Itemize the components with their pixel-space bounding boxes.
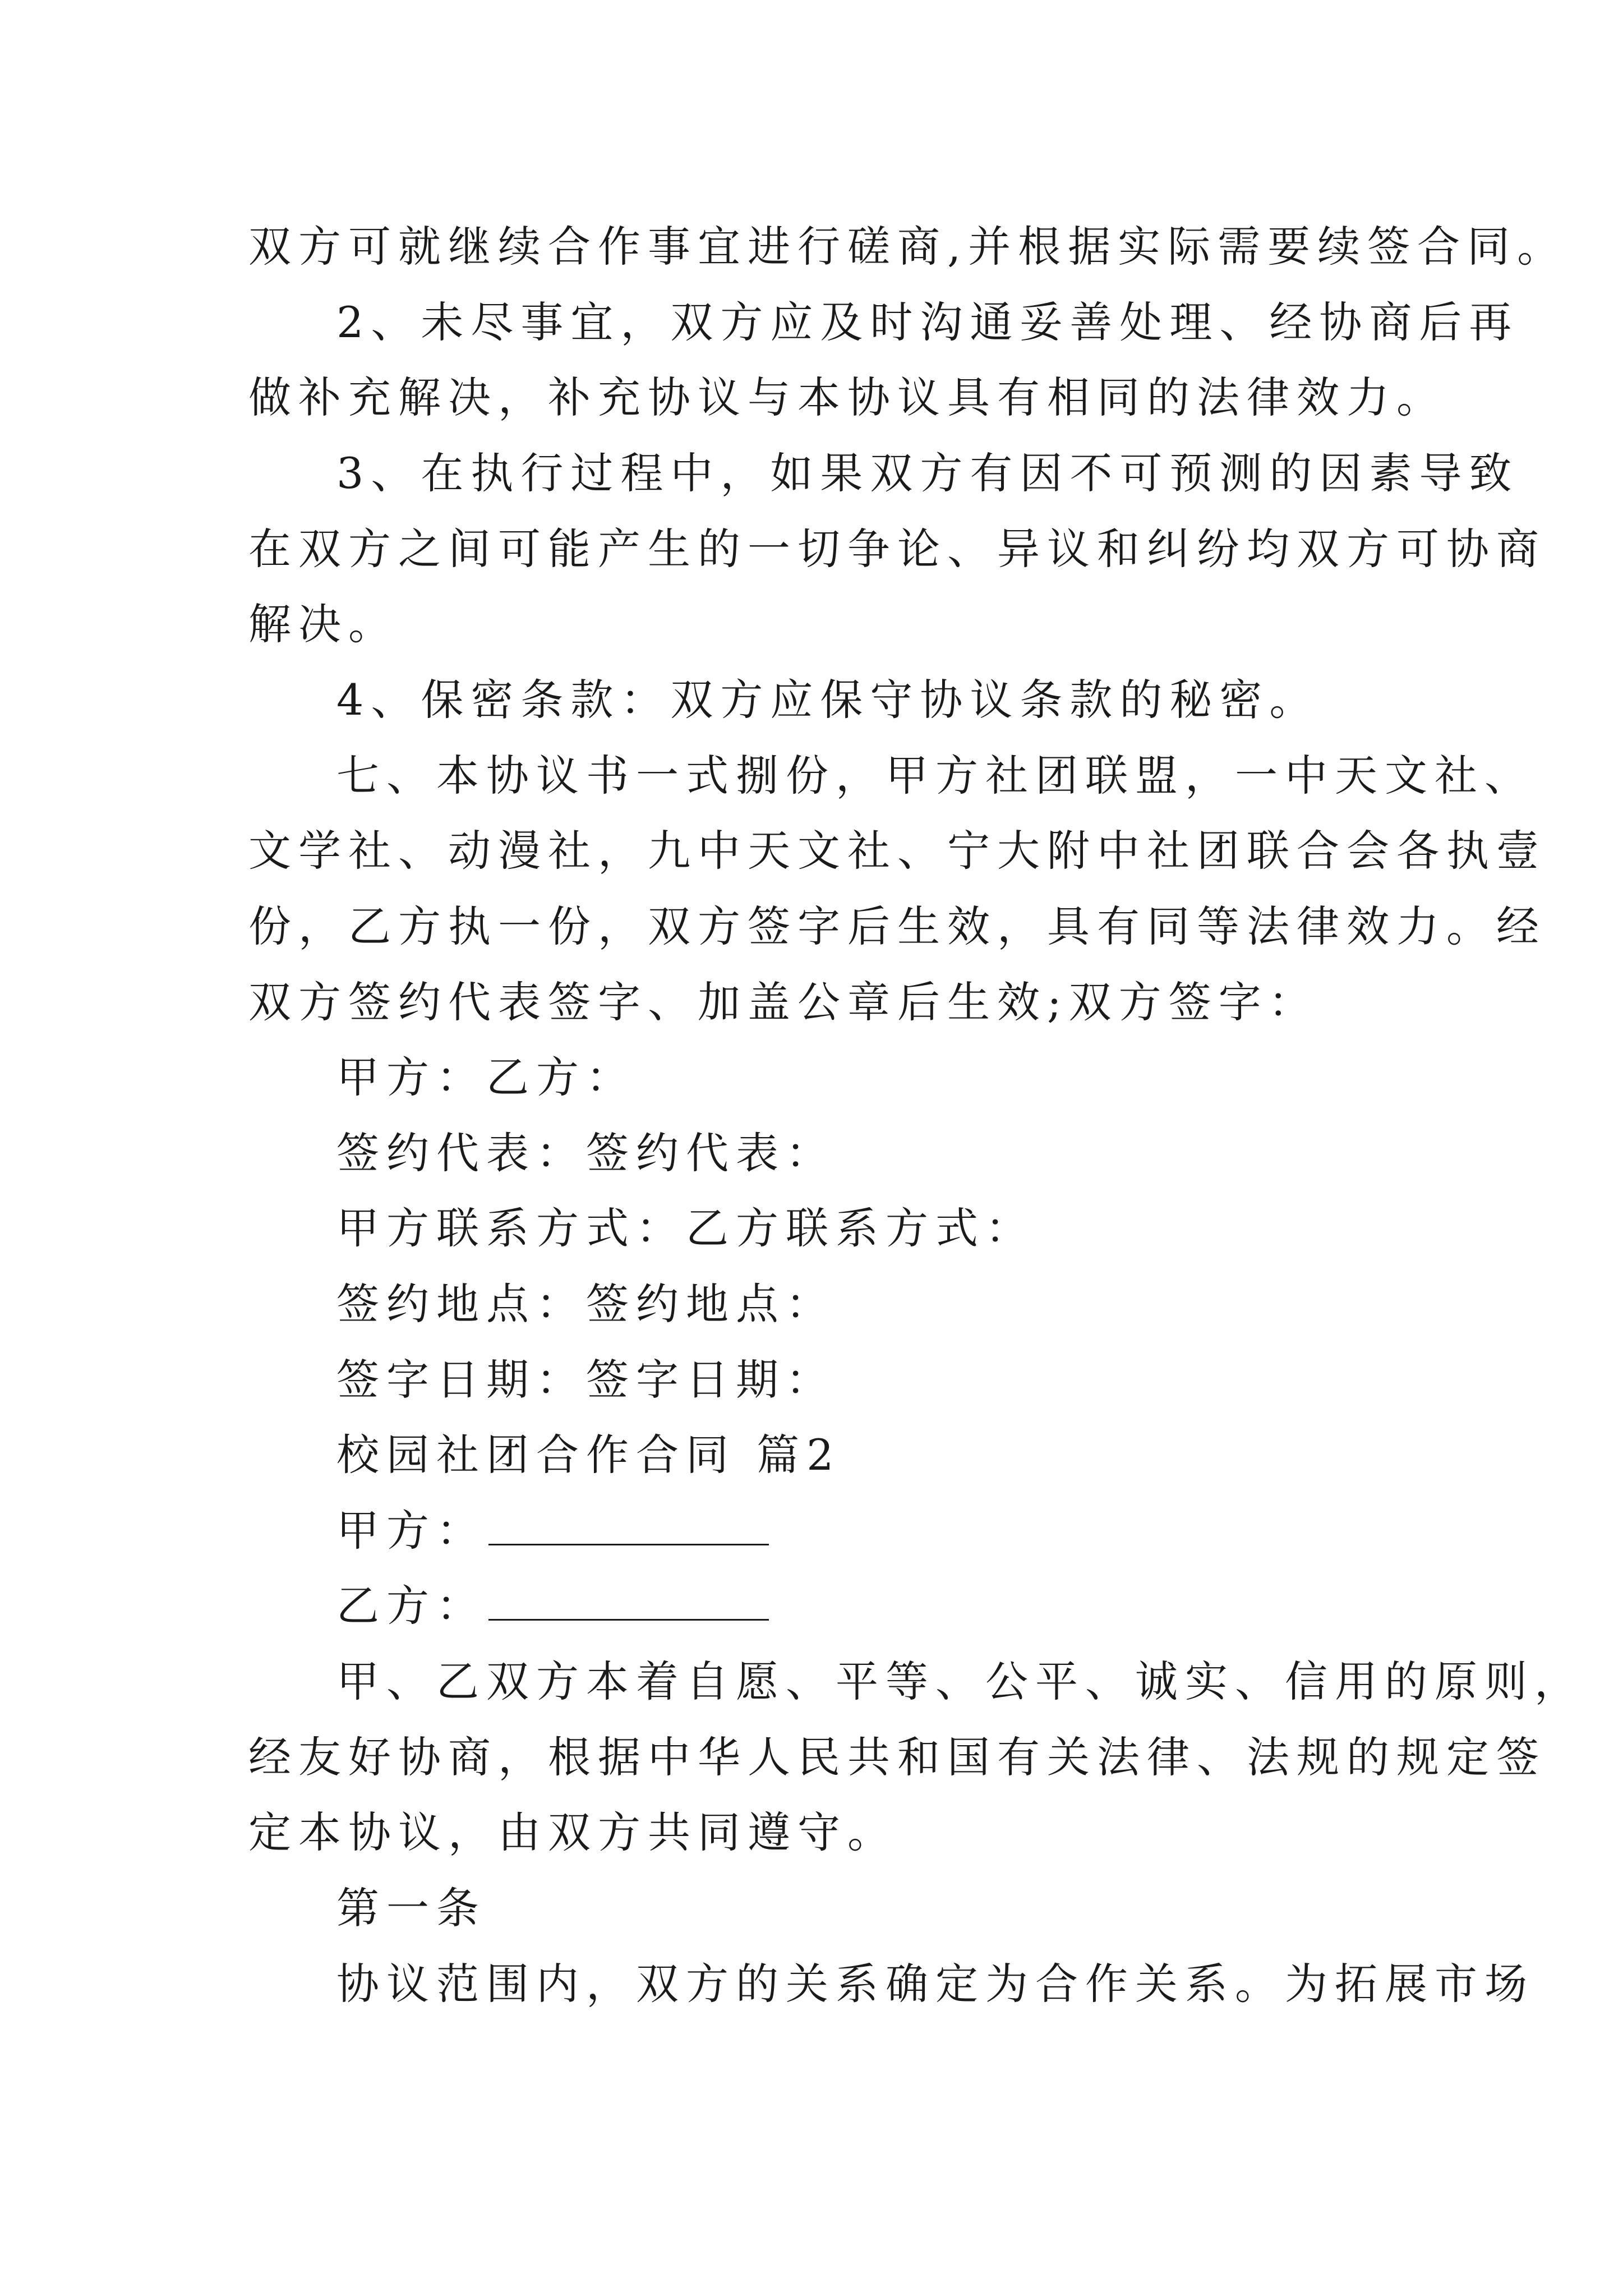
party-b-blank: [488, 1617, 769, 1621]
signature-representatives: 签约代表：签约代表：: [336, 1128, 836, 1178]
signature-locations: 签约地点：签约地点：: [336, 1279, 836, 1329]
party-b-field: [336, 1579, 769, 1633]
preamble-line-2: 经友好协商，根据中华人民共和国有关法律、法规的规定签: [248, 1732, 1546, 1782]
clause-3-line-2: 在双方之间可能产生的一切争论、异议和纠纷均双方可协商: [248, 524, 1546, 574]
article-1-line-1: 协议范围内，双方的关系确定为合作关系。为拓展市场: [336, 1959, 1534, 2009]
section-7-line-1: 七、本协议书一式捌份，甲方社团联盟，一中天文社、: [336, 751, 1534, 800]
party-a-label: 甲方：: [336, 1506, 486, 1556]
party-a-blank: [488, 1542, 769, 1545]
signature-parties: 甲方：乙方：: [336, 1052, 636, 1102]
clause-3-line-3: 解决。: [248, 599, 398, 649]
clause-2-line-2: 做补充解决，补充协议与本协议具有相同的法律效力。: [248, 372, 1446, 422]
paragraph-continuation-line: 双方可就继续合作事宜进行磋商,并根据实际需要续签合同。: [248, 222, 1567, 272]
preamble-line-3: 定本协议，由双方共同遵守。: [248, 1807, 897, 1857]
clause-3-line-1: 3、在执行过程中，如果双方有因不可预测的因素导致: [336, 448, 1519, 498]
signature-dates: 签字日期：签字日期：: [336, 1355, 836, 1405]
clause-2-line-1: 2、未尽事宜，双方应及时沟通妥善处理、经协商后再: [336, 297, 1519, 347]
section-2-heading: 校园社团合作合同 篇2: [336, 1430, 841, 1480]
signature-contacts: 甲方联系方式：乙方联系方式：: [336, 1203, 1035, 1253]
clause-4-line-1: 4、保密条款：双方应保守协议条款的秘密。: [336, 675, 1320, 725]
section-7-line-4: 双方签约代表签字、加盖公章后生效;双方签字：: [248, 977, 1318, 1027]
preamble-line-1: 甲、乙双方本着自愿、平等、公平、诚实、信用的原则，: [336, 1657, 1584, 1706]
party-b-label: 乙方：: [336, 1581, 486, 1631]
section-7-line-3: 份，乙方执一份，双方签字后生效，具有同等法律效力。经: [248, 901, 1546, 951]
party-a-field: [336, 1504, 769, 1558]
article-1-heading: 第一条: [336, 1883, 486, 1933]
section-7-line-2: 文学社、动漫社，九中天文社、宁大附中社团联合会各执壹: [248, 826, 1546, 876]
